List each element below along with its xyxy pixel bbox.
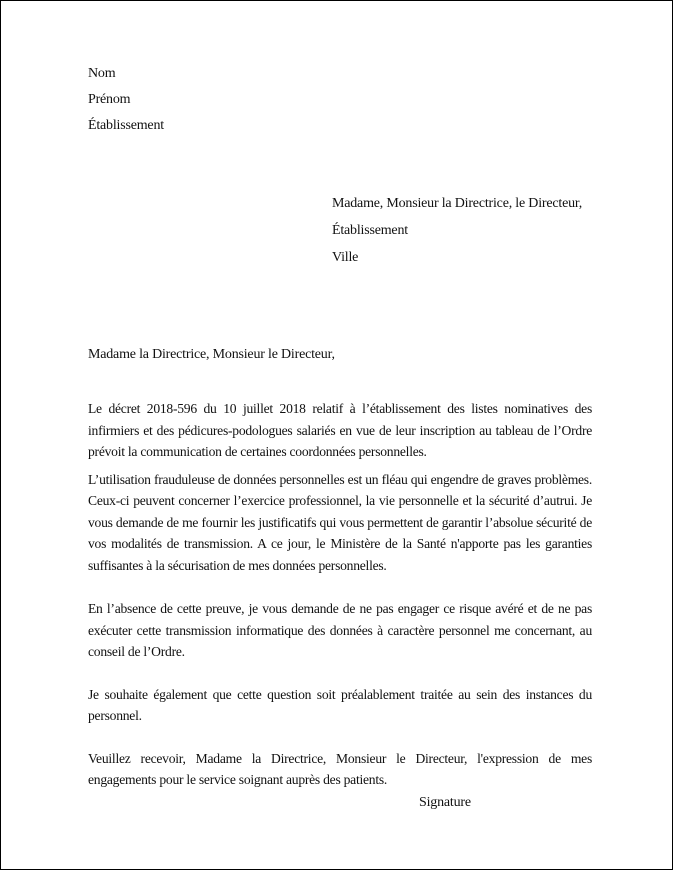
sender-prenom: Prénom [88, 92, 131, 107]
letter-body [88, 398, 592, 791]
paragraph-decret: Le décret 2018-596 du 10 juillet 2018 relatif à l’établissement des listes nominatives des infirmiers et des pédicures-podologues salariés en vue de leur inscription au tableau de l’Ordre prévoit la communication de certaines coordonnées personnelles. [88, 401, 592, 459]
sender-etablissement: Établissement [88, 118, 164, 133]
recipient-etablissement: Établissement [332, 223, 408, 238]
paragraph-closing: Veuillez recevoir, Madame la Directrice, Monsieur le Directeur, l'expression de mes engagements pour le service soignant auprès des patients. [88, 750, 592, 787]
recipient-title: Madame, Monsieur la Directrice, le Directeur, [332, 196, 583, 211]
sender-nom: Nom [88, 66, 116, 81]
recipient-block [332, 190, 582, 271]
salutation: Madame la Directrice, Monsieur le Directeur, [88, 347, 335, 362]
paragraph-utilisation: L’utilisation frauduleuse de données personnelles est un fléau qui engendre de graves problèmes. Ceux-ci peuvent concerner l’exercice professionnel, la vie personnelle et la sécurité d’autrui. Je vous demande de me fournir les justificatifs qui vous permettent de garantir l’absolue sécurité de vos modalités de transmission. A ce jour, le Ministère de la Santé n'apporte pas les garanties suffisantes à la sécurisation de mes données personnelles. [88, 471, 592, 573]
sender-block [88, 61, 164, 139]
recipient-ville: Ville [332, 250, 359, 265]
paragraph-absence: En l’absence de cette preuve, je vous demande de ne pas engager ce risque avéré et de ne pas exécuter cette transmission informatique des données à caractère personnel me concernant, au conseil de l’Ordre. [88, 601, 592, 659]
signature: Signature [419, 795, 471, 810]
paragraph-souhait: Je souhaite également que cette question soit préalablement traitée au sein des instances du personnel. [88, 686, 592, 723]
